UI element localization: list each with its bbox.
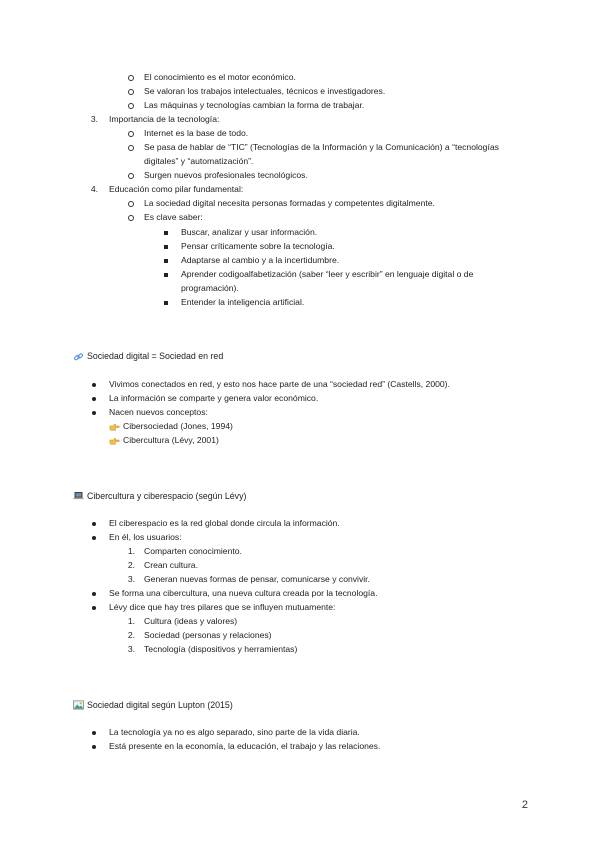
list-item: Buscar, analizar y usar información.	[181, 227, 318, 237]
page-number: 2	[521, 799, 528, 811]
disc-bullet-icon	[92, 397, 96, 401]
list-number: 3.	[127, 574, 135, 584]
laptop-icon	[73, 491, 84, 501]
list-item: En él, los usuarios:	[109, 532, 182, 542]
disc-bullet-icon	[92, 592, 96, 596]
disc-bullet-icon	[92, 731, 96, 735]
circle-bullet-icon	[128, 215, 134, 221]
list-number: 2.	[127, 560, 135, 570]
list-item: Adaptarse al cambio y a la incertidumbre.	[181, 255, 340, 265]
pointing-hand-icon	[109, 436, 120, 446]
disc-bullet-icon	[92, 383, 96, 387]
list-item: Nacen nuevos conceptos:	[109, 407, 208, 417]
list-item: El conocimiento es el motor económico.	[144, 72, 296, 82]
list-item: Comparten conocimiento.	[144, 546, 242, 556]
list-item: Crean cultura.	[144, 560, 198, 570]
list-number: 3.	[90, 114, 98, 124]
list-number: 4.	[90, 184, 98, 194]
concept-item: Cibercultura (Lévy, 2001)	[123, 435, 219, 445]
list-item: Sociedad (personas y relaciones)	[144, 630, 272, 640]
square-bullet-icon	[164, 245, 168, 249]
list-number: 2.	[127, 630, 135, 640]
square-bullet-icon	[164, 259, 168, 263]
square-bullet-icon	[164, 301, 168, 305]
section-heading: Cibercultura y ciberespacio (según Lévy)	[87, 491, 247, 501]
list-number: 3.	[127, 644, 135, 654]
circle-bullet-icon	[128, 89, 134, 95]
list-number: 1.	[127, 616, 135, 626]
list-item: Se forma una cibercultura, una nueva cultura creada por la tecnología.	[109, 588, 378, 598]
disc-bullet-icon	[92, 536, 96, 540]
square-bullet-icon	[164, 273, 168, 277]
list-item: Surgen nuevos profesionales tecnológicos.	[144, 170, 308, 180]
list-item: Entender la inteligencia artificial.	[181, 297, 305, 307]
list-item: La tecnología ya no es algo separado, sino parte de la vida diaria.	[109, 727, 360, 737]
list-item-title: Educación como pilar fundamental:	[109, 184, 244, 194]
list-item: Se pasa de hablar de “TIC” (Tecnologías de la Información y la Comunicación) a “tecnologías	[144, 142, 499, 152]
disc-bullet-icon	[92, 745, 96, 749]
list-number: 1.	[127, 546, 135, 556]
circle-bullet-icon	[128, 131, 134, 137]
concept-item: Cibersociedad (Jones, 1994)	[123, 421, 233, 431]
list-item: Cultura (ideas y valores)	[144, 616, 238, 626]
list-item-continuation: digitales” y “automatización”.	[144, 156, 254, 166]
list-item: Aprender codigoalfabetización (saber “leer y escribir” en lenguaje digital o de	[181, 269, 474, 279]
circle-bullet-icon	[128, 173, 134, 179]
list-item: La sociedad digital necesita personas formadas y competentes digitalmente.	[144, 198, 435, 208]
list-item: Internet es la base de todo.	[144, 128, 249, 138]
link-icon	[73, 352, 84, 362]
list-item: Está presente en la economía, la educación, el trabajo y las relaciones.	[109, 741, 381, 751]
list-item: La información se comparte y genera valor económico.	[109, 393, 319, 403]
list-item: Pensar críticamente sobre la tecnología.	[181, 241, 335, 251]
list-item: Se valoran los trabajos intelectuales, técnicos e investigadores.	[144, 86, 386, 96]
list-item-title: Importancia de la tecnología:	[109, 114, 220, 124]
list-item: Lévy dice que hay tres pilares que se influyen mutuamente:	[109, 602, 336, 612]
list-item-continuation: programación).	[181, 283, 239, 293]
list-item: El ciberespacio es la red global donde circula la información.	[109, 518, 340, 528]
list-item: Generan nuevas formas de pensar, comunicarse y convivir.	[144, 574, 370, 584]
list-item: Es clave saber:	[144, 212, 203, 222]
disc-bullet-icon	[92, 522, 96, 526]
section-heading: Sociedad digital según Lupton (2015)	[87, 700, 233, 710]
circle-bullet-icon	[128, 75, 134, 81]
section-heading: Sociedad digital = Sociedad en red	[87, 351, 224, 361]
circle-bullet-icon	[128, 201, 134, 207]
circle-bullet-icon	[128, 145, 134, 151]
list-item: Las máquinas y tecnologías cambian la forma de trabajar.	[144, 100, 365, 110]
list-item: Vivimos conectados en red, y esto nos hace parte de una “sociedad red” (Castells, 2000).	[109, 379, 450, 389]
pointing-hand-icon	[109, 422, 120, 432]
square-bullet-icon	[164, 231, 168, 235]
circle-bullet-icon	[128, 103, 134, 109]
image-icon	[73, 700, 84, 710]
disc-bullet-icon	[92, 606, 96, 610]
disc-bullet-icon	[92, 411, 96, 415]
list-item: Tecnología (dispositivos y herramientas)	[144, 644, 298, 654]
